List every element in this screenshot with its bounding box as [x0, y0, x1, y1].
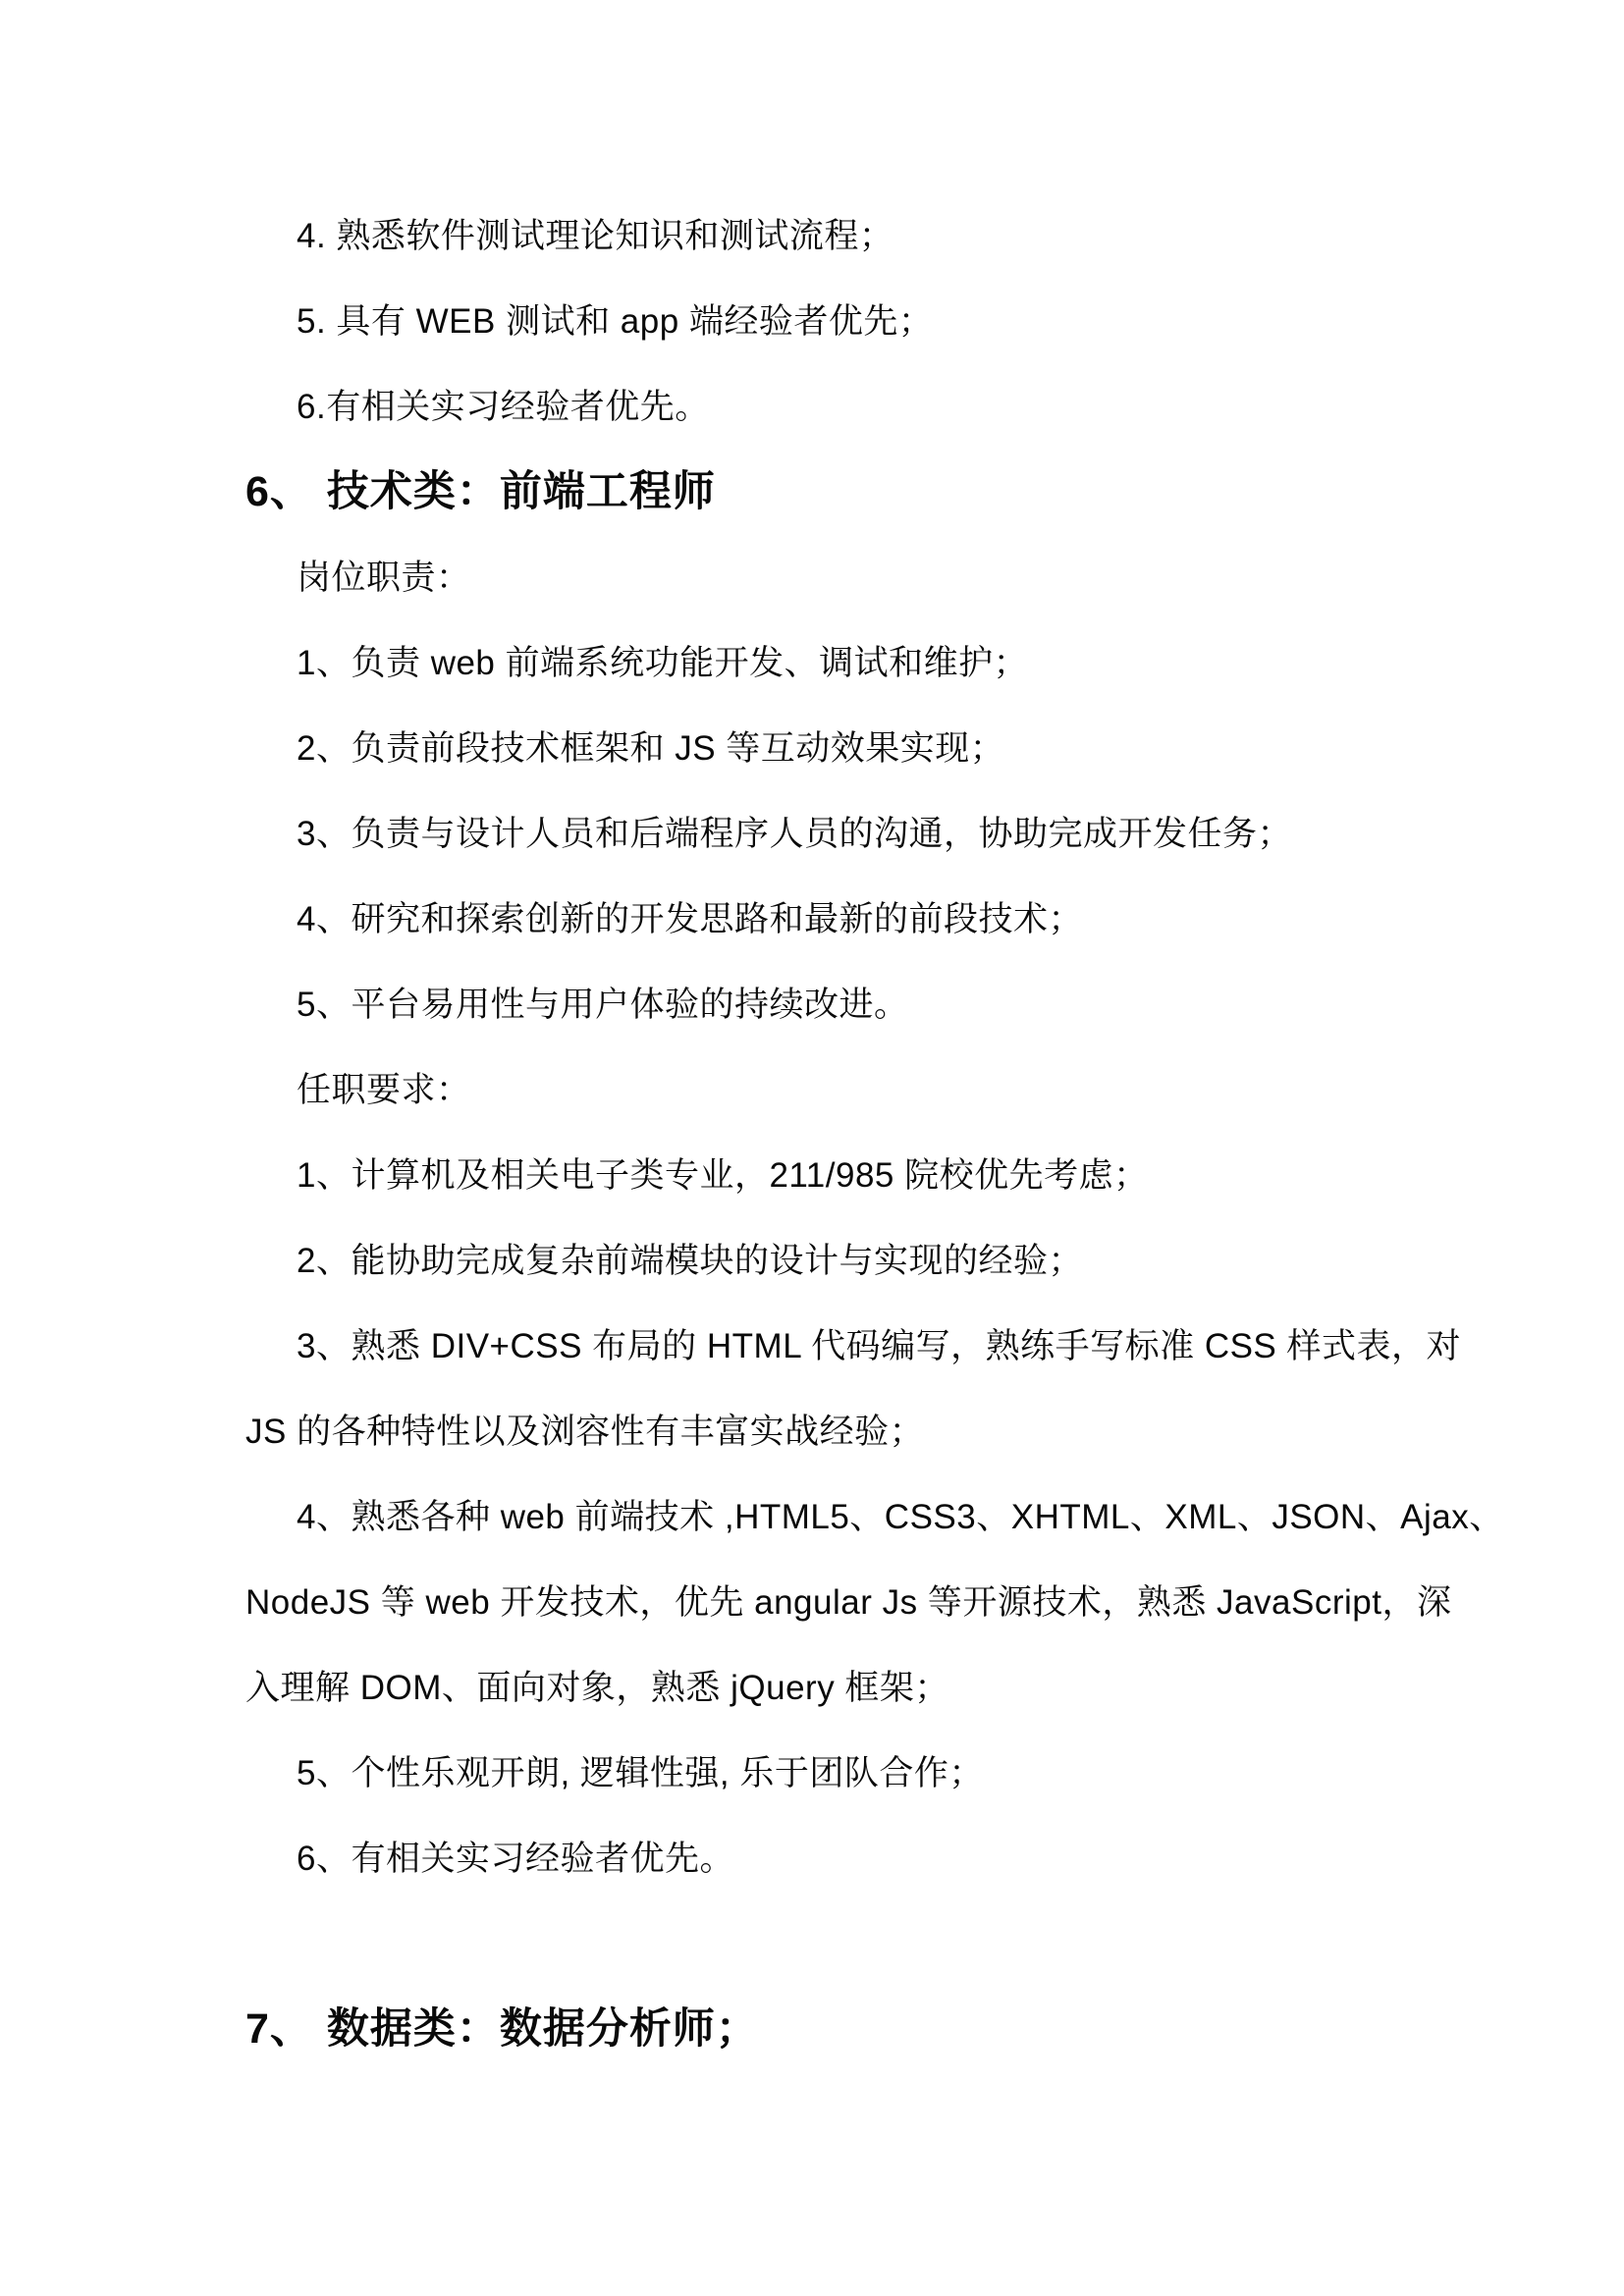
- section-heading-number: 7、: [245, 2005, 313, 2053]
- requirement-line: 2、能协助完成复杂前端模块的设计与实现的经验；: [297, 1242, 1083, 1280]
- section-heading-frontend: [245, 450, 1492, 535]
- paragraph-line: 6.有相关实习经验者优先。: [297, 388, 710, 426]
- duty-line: 2、负责前段技术框架和 JS 等互动效果实现；: [297, 729, 1005, 768]
- requirement-line: 1、计算机及相关电子类专业，211/985 院校优先考虑；: [297, 1156, 1149, 1195]
- section-heading-title: 技术类：前端工程师: [326, 468, 716, 515]
- section-heading-number: 6、: [245, 468, 313, 515]
- requirement-line: 4、熟悉各种 web 前端技术 ,HTML5、CSS3、XHTML、XML、JSON、Ajax、: [297, 1498, 1504, 1536]
- document-content: [245, 193, 1504, 2072]
- requirement-line-wrap: JS 的各种特性以及浏容性有丰富实战经验；: [245, 1413, 925, 1451]
- duties-label: 岗位职责：: [297, 559, 471, 597]
- paragraph-line: 5. 具有 WEB 测试和 app 端经验者优先；: [297, 302, 934, 341]
- requirement-line-wrap: 入理解 DOM、面向对象，熟悉 jQuery 框架；: [245, 1669, 949, 1707]
- duty-line: 3、负责与设计人员和后端程序人员的沟通，协助完成开发任务；: [297, 815, 1292, 853]
- requirements-label: 任职要求：: [297, 1071, 471, 1109]
- duty-line: 1、负责 web 前端系统功能开发、调试和维护；: [297, 644, 1029, 682]
- paragraph-line: 4. 熟悉软件测试理论知识和测试流程；: [297, 217, 894, 255]
- blank-line: [245, 1901, 1492, 1987]
- duty-line: 4、研究和探索创新的开发思路和最新的前段技术；: [297, 900, 1083, 938]
- requirement-line: 5、个性乐观开朗, 逻辑性强, 乐于团队合作；: [297, 1754, 984, 1792]
- section-heading-title: 数据类：数据分析师；: [326, 2005, 759, 2053]
- duty-line: 5、平台易用性与用户体验的持续改进。: [297, 986, 909, 1024]
- requirement-line: 6、有相关实习经验者优先。: [297, 1840, 734, 1878]
- requirement-line-wrap: NodeJS 等 web 开发技术，优先 angular Js 等开源技术，熟悉 JavaScript，深: [245, 1583, 1452, 1622]
- requirement-line: 3、熟悉 DIV+CSS 布局的 HTML 代码编写，熟练手写标准 CSS 样式表，对: [297, 1327, 1462, 1365]
- section-heading-data: [245, 1987, 1492, 2072]
